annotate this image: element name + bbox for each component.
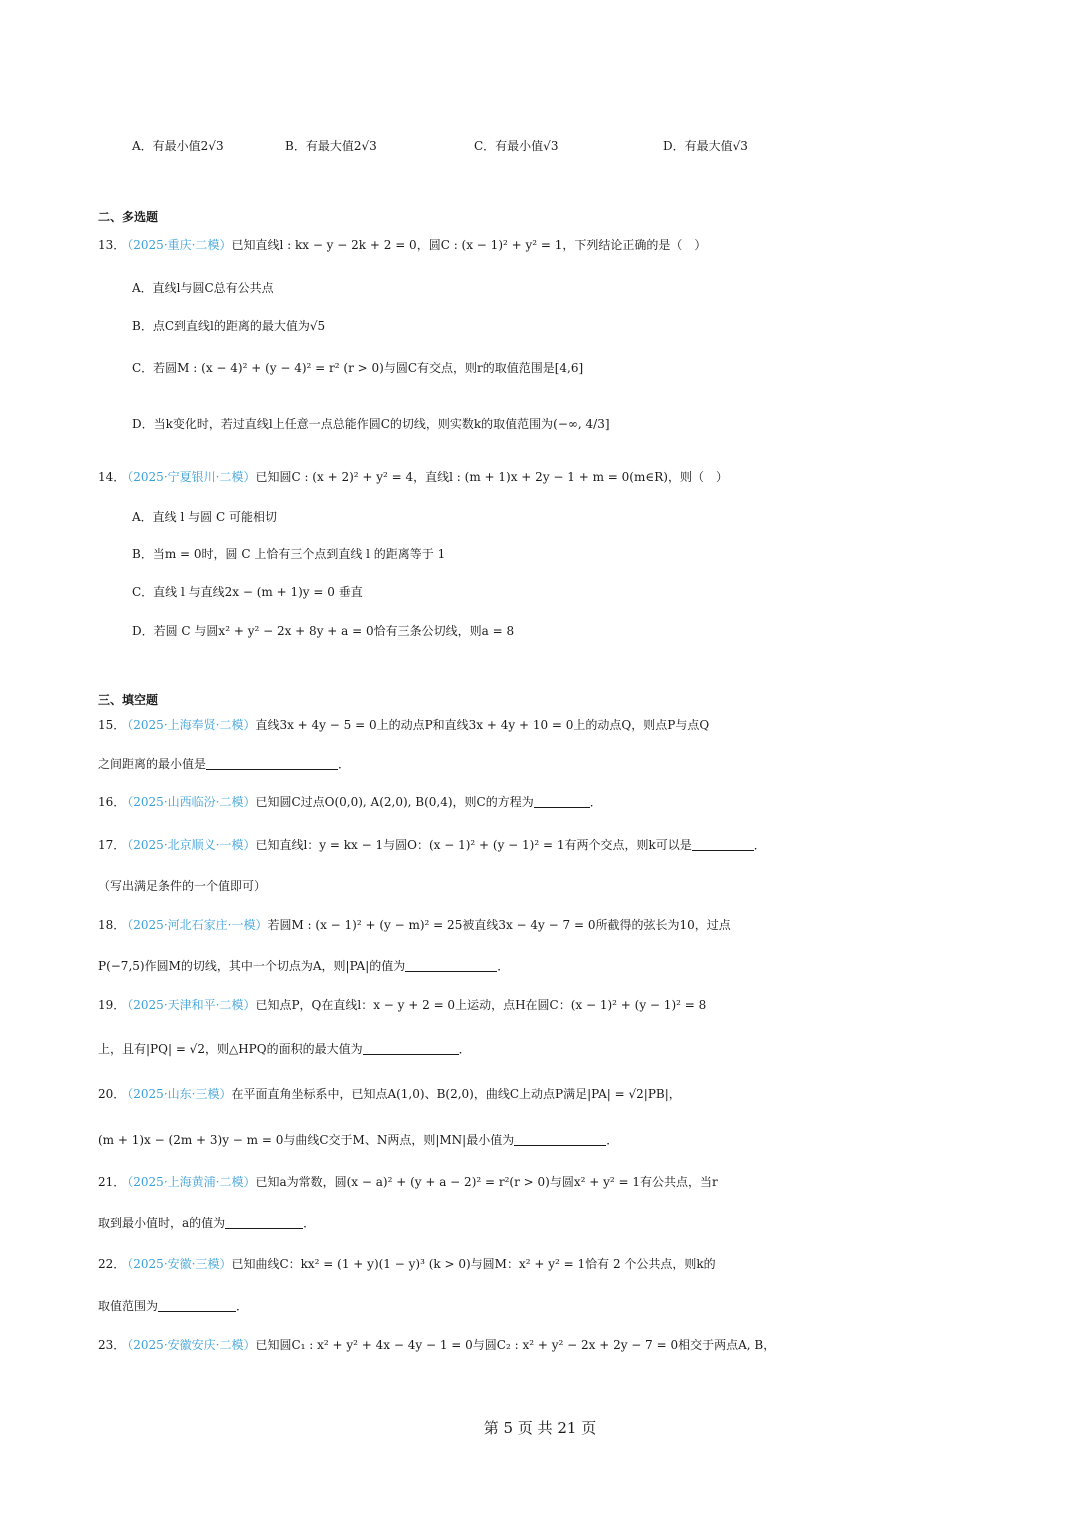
q14-option-c: C．直线 l 与直线2x − (m + 1)y = 0 垂直 bbox=[132, 585, 363, 599]
q15-number: 15． bbox=[98, 718, 126, 732]
q14-number: 14． bbox=[98, 470, 126, 484]
q18-line-1 bbox=[0, 913, 1080, 937]
q19-answer-blank[interactable] bbox=[363, 1036, 459, 1055]
q23-text-1: 已知圆C₁ : x² + y² + 4x − 4y − 1 = 0与圆C₂ : x² + y² − 2x + 2y − 7 = 0相交于两点A, B， bbox=[255, 1338, 776, 1352]
q21-text-2: 取到最小值时，a的值为 bbox=[98, 1216, 226, 1230]
q20-line-2: (m + 1)x − (2m + 3)y − m = 0与曲线C交于M、N两点，则|MN|最小值为 ． bbox=[0, 1127, 1080, 1152]
q22-text-1: 已知曲线C：kx² = (1 + y)(1 − y)³ (k > 0)与圆M：x² + y² = 1恰有 2 个公共点，则k的 bbox=[231, 1257, 716, 1271]
q21-answer-blank[interactable] bbox=[225, 1210, 303, 1229]
q18-source: （2025·河北石家庄·一模） bbox=[127, 918, 268, 932]
q21-text-1: 已知a为常数，圆(x − a)² + (y + a − 2)² = r²(r > 0)与圆x² + y² = 1有公共点，当r bbox=[255, 1175, 718, 1189]
q22-source: （2025·安徽·三模） bbox=[127, 1257, 232, 1271]
q12-option-a: A．有最小值2√3 bbox=[132, 139, 224, 153]
q14-option-d: D．若圆 C 与圆x² + y² − 2x + 8y + a = 0恰有三条公切线，则a = 8 bbox=[132, 624, 515, 638]
q13-stem: 已知直线l : kx − y − 2k + 2 = 0，圆C : (x − 1)² + y² = 1，下列结论正确的是（ ） bbox=[231, 238, 707, 252]
q18-text-1: 若圆M : (x − 1)² + (y − m)² = 25被直线3x − 4y − 7 = 0所截得的弦长为10，过点 bbox=[267, 918, 731, 932]
q22-line-1 bbox=[0, 1252, 1080, 1276]
q20-line-1 bbox=[0, 1082, 1080, 1106]
q20-answer-blank[interactable] bbox=[514, 1127, 606, 1146]
q12-option-c: C．有最小值√3 bbox=[474, 139, 559, 153]
q15-line-2: 之间距离的最小值是 ． bbox=[0, 751, 1080, 776]
q17-number: 17． bbox=[98, 838, 126, 852]
q19-source: （2025·天津和平·二模） bbox=[127, 998, 256, 1012]
q17-text-1: 已知直线l：y = kx − 1与圆O：(x − 1)² + (y − 1)² = 1有两个交点，则k可以是 bbox=[255, 838, 692, 852]
q13-stem-line bbox=[0, 233, 1080, 257]
section-fill-in: 三、填空题 bbox=[98, 693, 159, 707]
q13-option-a: A．直线l与圆C总有公共点 bbox=[132, 281, 274, 295]
q15-answer-blank[interactable] bbox=[206, 751, 338, 770]
q22-number: 22． bbox=[98, 1257, 126, 1271]
q16-line-1: 16． （2025·山西临汾·二模）已知圆C过点O(0,0), A(2,0), B(0,4)，则C的方程为 ． bbox=[0, 789, 1080, 814]
q21-source: （2025·上海黄浦·二模） bbox=[127, 1175, 256, 1189]
q14-stem-line bbox=[0, 465, 1080, 489]
q12-option-d: D．有最大值√3 bbox=[663, 139, 748, 153]
q19-number: 19． bbox=[98, 998, 126, 1012]
q19-text-2: 上，且有|PQ| = √2，则△HPQ的面积的最大值为 bbox=[98, 1042, 363, 1056]
q14-stem: 已知圆C : (x + 2)² + y² = 4，直线l : (m + 1)x + 2y − 1 + m = 0(m∈R)，则（ ） bbox=[255, 470, 728, 484]
q16-answer-blank[interactable] bbox=[534, 789, 590, 808]
q19-line-1 bbox=[0, 993, 1080, 1017]
q23-line-1 bbox=[0, 1333, 1080, 1357]
q16-source: （2025·山西临汾·二模） bbox=[127, 795, 256, 809]
q20-text-1: 在平面直角坐标系中，已知点A(1,0)、B(2,0)，曲线C上动点P满足|PA| = √2|PB|， bbox=[231, 1087, 681, 1101]
q19-text-1: 已知点P，Q在直线l：x − y + 2 = 0上运动，点H在圆C：(x − 1)² + (y − 1)² = 8 bbox=[255, 998, 707, 1012]
q18-text-2: P(−7,5)作圆M的切线，其中一个切点为A，则|PA|的值为 bbox=[98, 959, 406, 973]
q20-number: 20． bbox=[98, 1087, 126, 1101]
q15-text-2: 之间距离的最小值是 bbox=[98, 757, 207, 771]
q21-number: 21． bbox=[98, 1175, 126, 1189]
q17-answer-blank[interactable] bbox=[692, 832, 754, 851]
q21-line-2: 取到最小值时，a的值为 ． bbox=[0, 1210, 1080, 1235]
q20-source: （2025·山东·三模） bbox=[127, 1087, 232, 1101]
q20-text-2: (m + 1)x − (2m + 3)y − m = 0与曲线C交于M、N两点，则|MN|最小值为 bbox=[98, 1133, 515, 1147]
q14-option-b: B．当m = 0时，圆 C 上恰有三个点到直线 l 的距离等于 1 bbox=[132, 547, 446, 561]
q17-line-2: （写出满足条件的一个值即可） bbox=[98, 879, 267, 893]
q13-option-b: B．点C到直线l的距离的最大值为√5 bbox=[132, 319, 326, 333]
q23-source: （2025·安徽安庆·二模） bbox=[127, 1338, 256, 1352]
q13-number: 13． bbox=[98, 238, 126, 252]
q13-source: （2025·重庆·二模） bbox=[127, 238, 232, 252]
q16-number: 16． bbox=[98, 795, 126, 809]
q22-answer-blank[interactable] bbox=[158, 1293, 236, 1312]
page-footer: 第 5 页 共 21 页 bbox=[483, 1419, 597, 1437]
q19-line-2: 上，且有|PQ| = √2，则△HPQ的面积的最大值为 ． bbox=[0, 1036, 1080, 1061]
q17-line-1: 17． （2025·北京顺义·一模）已知直线l：y = kx − 1与圆O：(x − 1)² + (y − 1)² = 1有两个交点，则k可以是 ． bbox=[0, 832, 1080, 857]
q18-line-2: P(−7,5)作圆M的切线，其中一个切点为A，则|PA|的值为 ． bbox=[0, 953, 1080, 978]
q13-option-c: C．若圆M : (x − 4)² + (y − 4)² = r² (r > 0)与圆C有交点，则r的取值范围是[4,6] bbox=[132, 361, 584, 375]
q16-text-1: 已知圆C过点O(0,0), A(2,0), B(0,4)，则C的方程为 bbox=[255, 795, 534, 809]
q18-number: 18． bbox=[98, 918, 126, 932]
q23-number: 23． bbox=[98, 1338, 126, 1352]
q18-answer-blank[interactable] bbox=[405, 953, 497, 972]
q21-line-1 bbox=[0, 1170, 1080, 1194]
q17-source: （2025·北京顺义·一模） bbox=[127, 838, 256, 852]
q14-option-a: A．直线 l 与圆 C 可能相切 bbox=[132, 510, 277, 524]
q12-option-b: B．有最大值2√3 bbox=[285, 139, 377, 153]
q22-line-2: 取值范围为 ． bbox=[0, 1293, 1080, 1318]
q14-source: （2025·宁夏银川·二模） bbox=[127, 470, 256, 484]
q15-line-1 bbox=[0, 713, 1080, 737]
q13-option-d: D．当k变化时，若过直线l上任意一点总能作圆C的切线，则实数k的取值范围为(−∞, 4/3] bbox=[132, 417, 610, 431]
q15-source: （2025·上海奉贤·二模） bbox=[127, 718, 256, 732]
section-multi-choice: 二、多选题 bbox=[98, 210, 159, 224]
q15-text-1: 直线3x + 4y − 5 = 0上的动点P和直线3x + 4y + 10 = 0上的动点Q，则点P与点Q bbox=[255, 718, 710, 732]
q22-text-2: 取值范围为 bbox=[98, 1299, 159, 1313]
